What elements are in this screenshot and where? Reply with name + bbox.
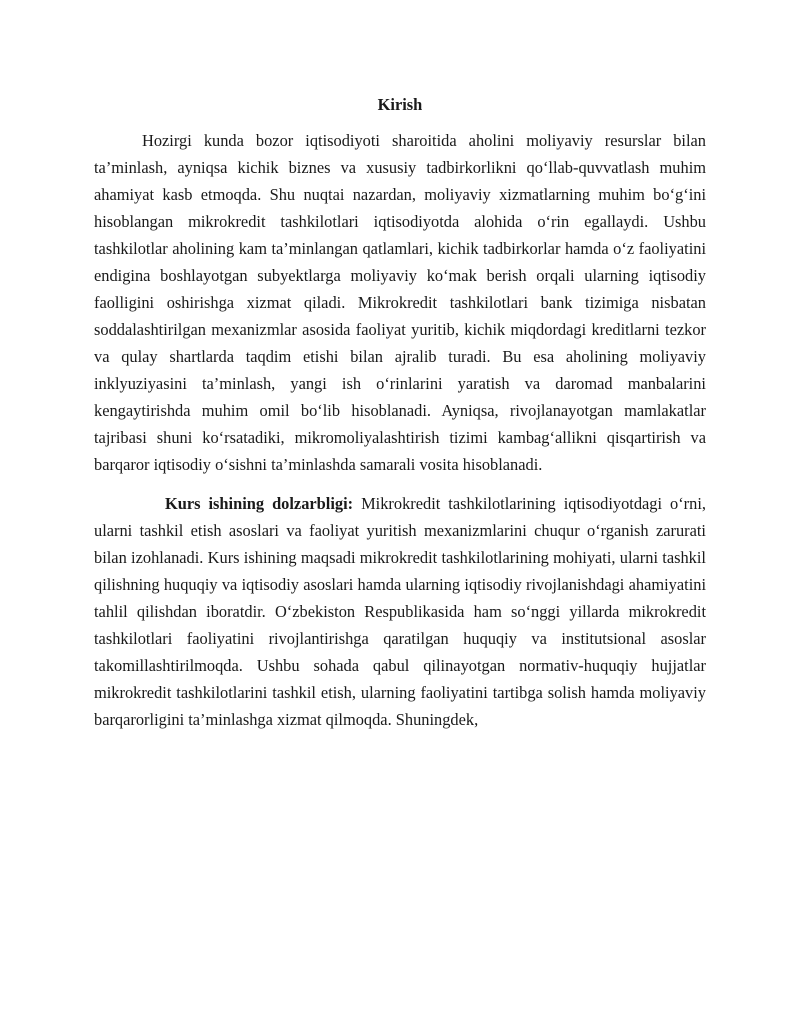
intro-paragraph: Hozirgi kunda bozor iqtisodiyoti sharoitida aholini moliyaviy resurslar bilan ta’minlash, ayniqsa kichik biznes va xususiy tadbirkorlikni qo‘llab-quvvatlash muhim ahamiyat kasb etmoqda. Shu nuqtai nazardan, moliyaviy xizmatlarning muhim bo‘g‘ini hisoblangan mikrokredit tashkilotlari iqtisodiyotda alohida o‘rin egallaydi. Ushbu tashkilotlar aholining kam ta’minlangan qatlamlari, kichik tadbirkorlar hamda o‘z faoliyatini endigina boshlayotgan subyektlarga moliyaviy ko‘mak berish orqali ularning iqtisodiy faolligini oshirishga xizmat qiladi. Mikrokredit tashkilotlari bank tizimiga nisbatan soddalashtirilgan mexanizmlar asosida faoliyat yuritib, kichik miqdordagi kreditlarni tezkor va qulay shartlarda taqdim etishi bilan ajralib turadi. Bu esa aholining moliyaviy inklyuziyasini ta’minlash, yangi ish o‘rinlarini yaratish va daromad manbalarini kengaytirishda muhim omil bo‘lib hisoblanadi. Ayniqsa, rivojlanayotgan mamlakatlar tajribasi shuni ko‘rsatadiki, mikromoliyalashtirish tizimi kambag‘allikni qisqartirish va barqaror iqtisodiy o‘sishni ta’minlashda samarali vosita hisoblanadi.: [94, 131, 706, 474]
relevance-text: Mikrokredit tashkilotlarining iqtisodiyotdagi o‘rni, ularni tashkil etish asoslari va faoliyat yuritish mexanizmlarini chuqur o‘rganish zarurati bilan izohlanadi. Kurs ishining maqsadi mikrokredit tashkilotlarining mohiyati, ularni tashkil qilishning huquqiy va iqtisodiy asoslari hamda ularning iqtisodiy rivojlanishdagi ahamiyatini tahlil qilishdan iboratdir. O‘zbekiston Respublikasida ham so‘nggi yillarda mikrokredit tashkilotlari faoliyatini rivojlantirishga qaratilgan huquqiy va institutsional asoslar takomillashtirilmoqda. Ushbu sohada qabul qilinayotgan normativ-huquqiy hujjatlar mikrokredit tashkilotlarini tashkil etish, ularning faoliyatini tartibga solish hamda moliyaviy barqarorligini ta’minlashga xizmat qilmoqda. Shuningdek,: [94, 494, 706, 729]
document-body: [94, 93, 706, 733]
section-title: Kirish: [377, 95, 423, 114]
relevance-heading: Kurs ishining dolzarbligi:: [165, 494, 354, 513]
relevance-paragraph: [94, 490, 706, 733]
